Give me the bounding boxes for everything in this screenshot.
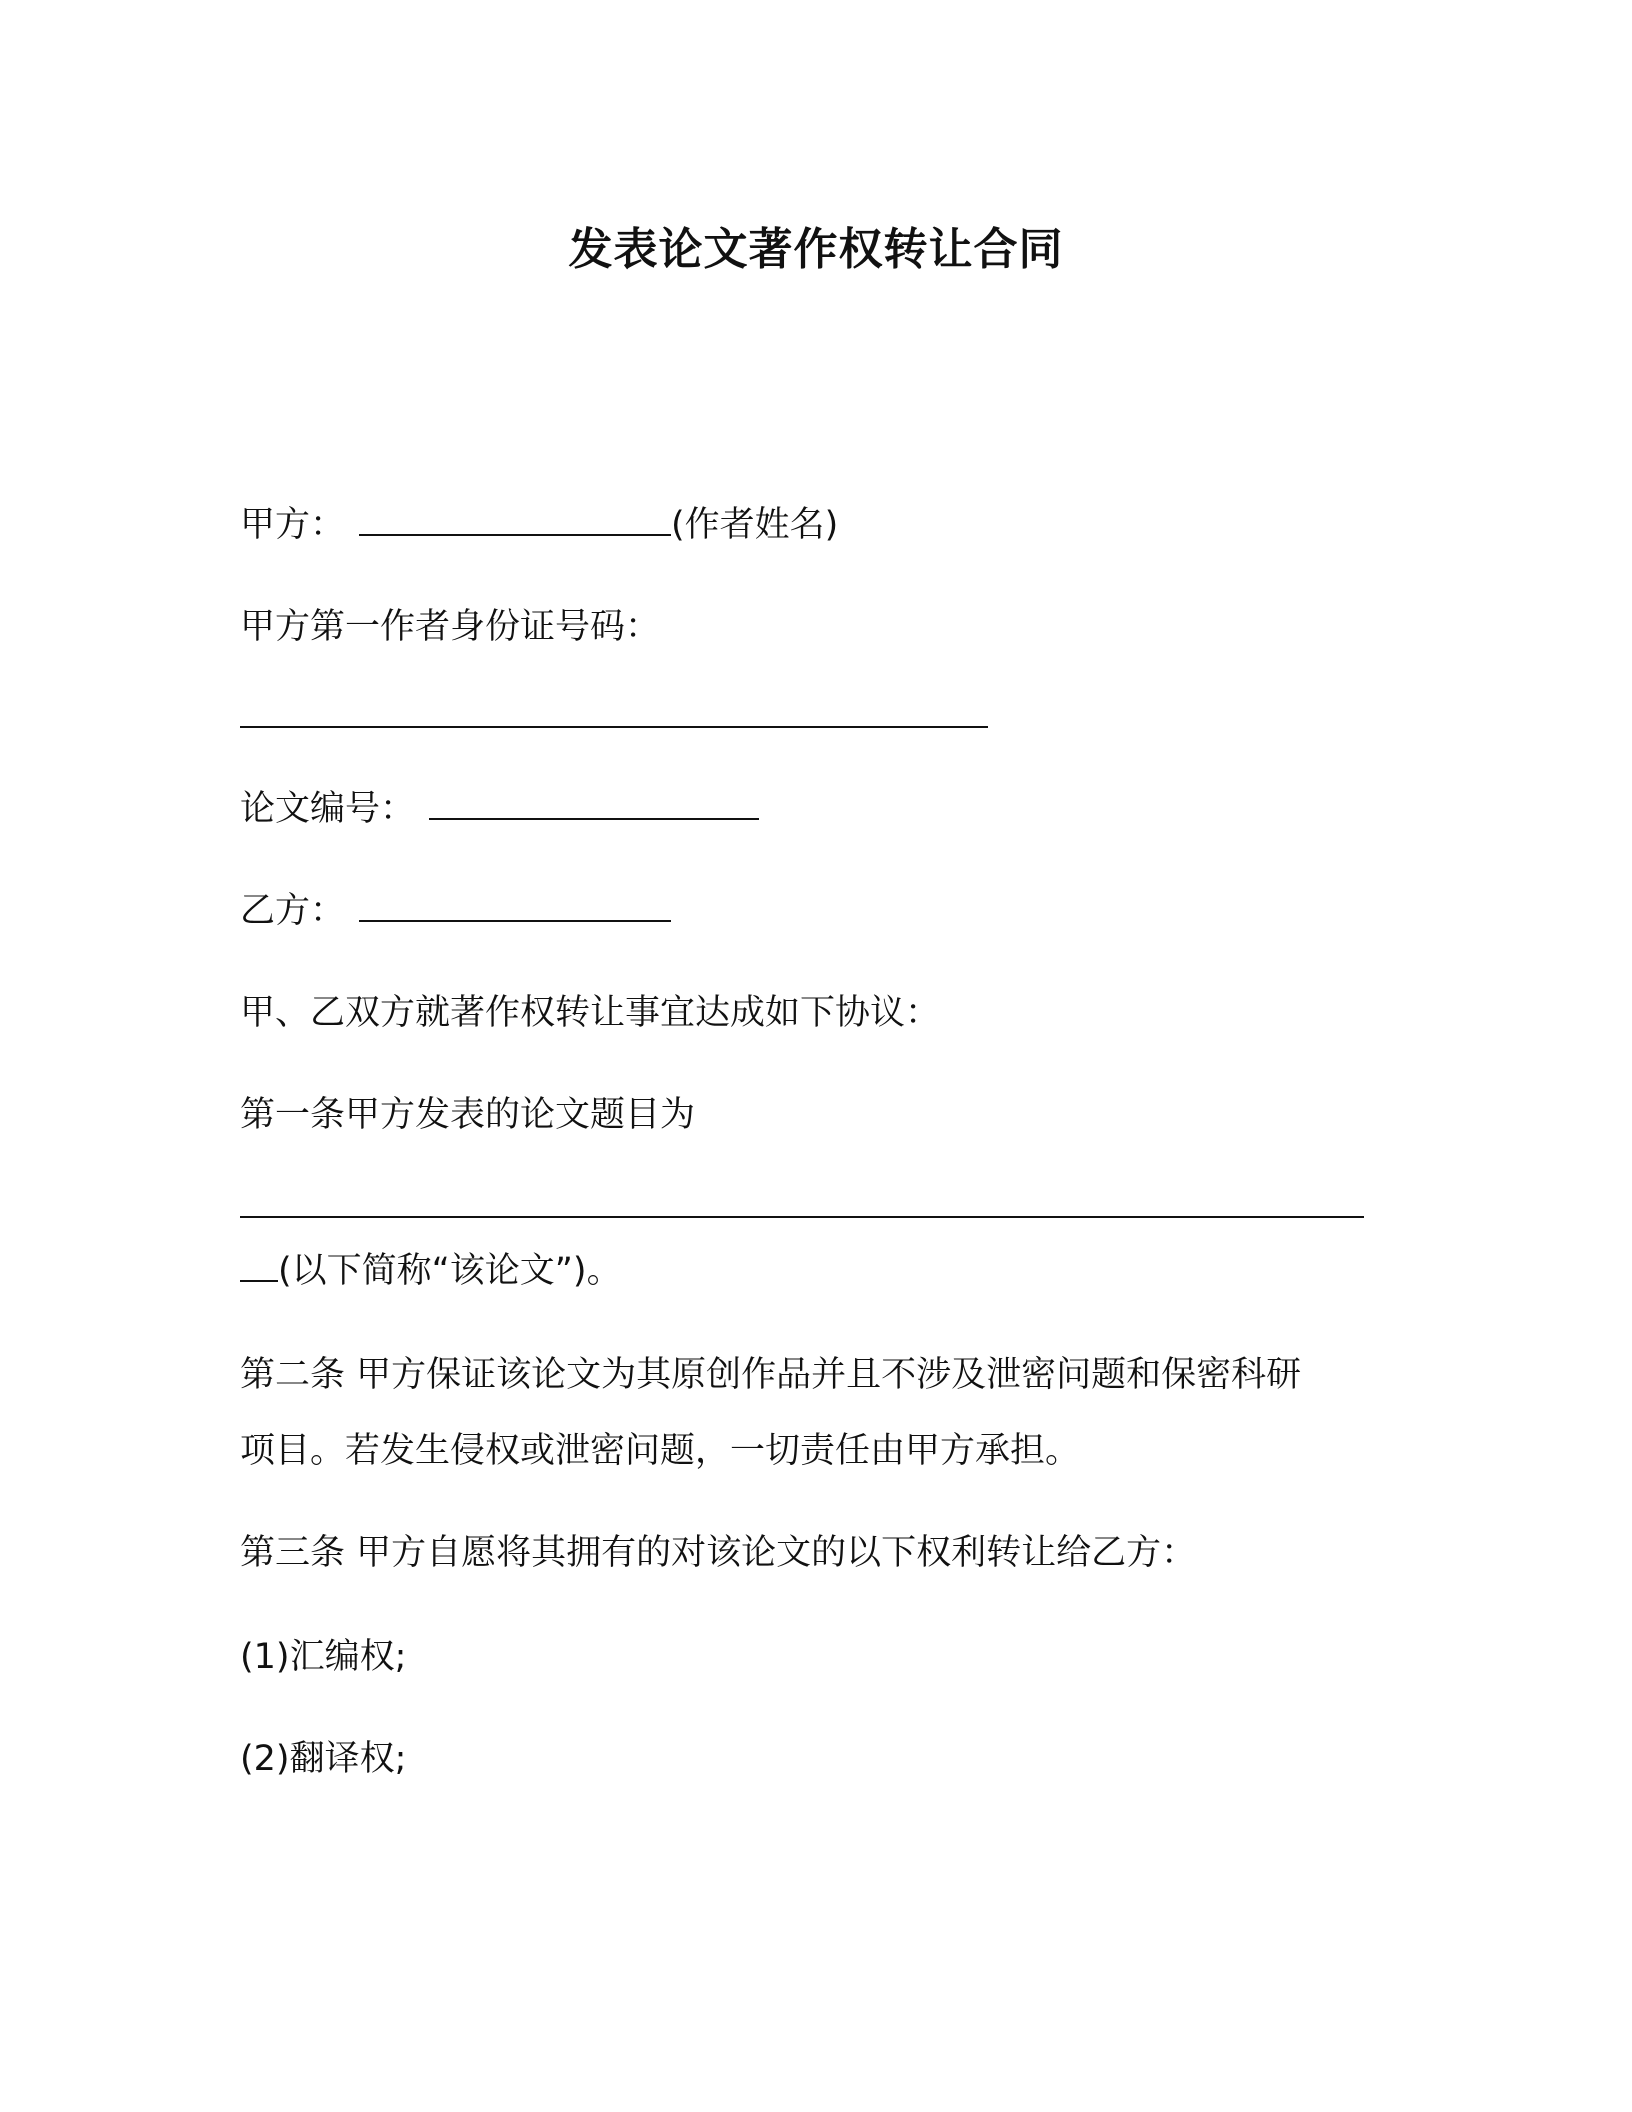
party-a-name-blank[interactable]	[359, 504, 671, 536]
paper-number-line	[240, 786, 759, 832]
paper-title-blank[interactable]	[240, 1186, 1364, 1218]
article2-line2: 项目。若发生侵权或泄密问题，一切责任由甲方承担。	[240, 1431, 1081, 1471]
article3-text: 第三条 甲方自愿将其拥有的对该论文的以下权利转让给乙方：	[240, 1533, 1197, 1573]
paper-title-blank-continued[interactable]	[240, 1250, 278, 1282]
list-item-translation-right: (2)翻译权;	[240, 1739, 407, 1779]
article2-line1: 第二条 甲方保证该论文为其原创作品并且不涉及泄密问题和保密科研	[240, 1355, 1302, 1395]
party-a-id-blank[interactable]	[240, 696, 988, 728]
party-a-note: (作者姓名)	[671, 505, 839, 545]
article1-suffix-line	[240, 1248, 622, 1294]
article1-suffix: (以下简称“该论文”)。	[278, 1251, 622, 1291]
party-b-blank[interactable]	[359, 890, 671, 922]
party-a-label: 甲方：	[240, 505, 346, 545]
paper-number-label: 论文编号：	[240, 789, 416, 829]
list-item-compilation-right: (1)汇编权;	[240, 1637, 407, 1677]
party-b-line	[240, 888, 671, 934]
party-a-id-label: 甲方第一作者身份证号码：	[240, 607, 661, 647]
party-a-line	[240, 502, 838, 548]
paper-number-blank[interactable]	[429, 788, 759, 820]
article1-label: 第一条甲方发表的论文题目为	[240, 1095, 696, 1135]
intro-text: 甲、乙双方就著作权转让事宜达成如下协议：	[240, 993, 941, 1033]
document-title: 发表论文著作权转让合同	[568, 224, 1064, 275]
party-a-id-line	[240, 694, 988, 740]
article1-title-line	[240, 1184, 1364, 1230]
party-b-label: 乙方：	[240, 891, 346, 931]
